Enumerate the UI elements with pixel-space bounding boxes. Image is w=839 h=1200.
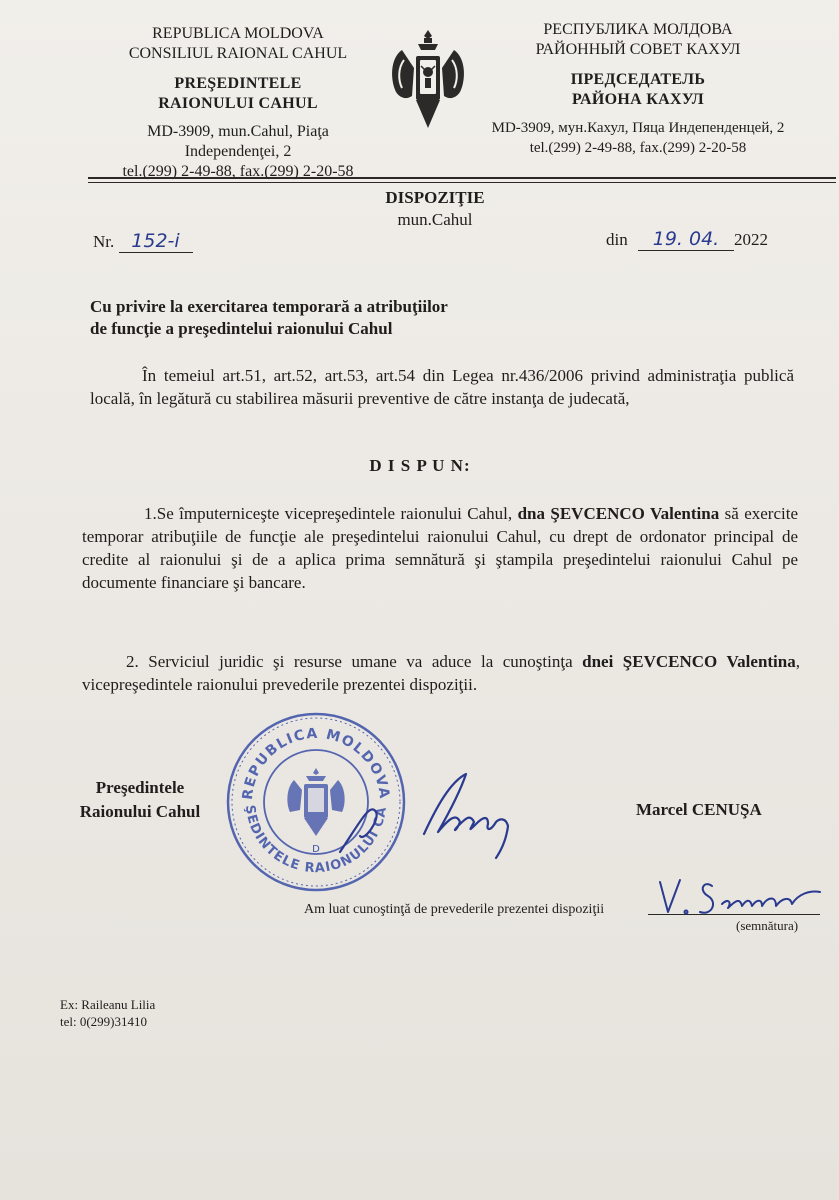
document-date xyxy=(606,228,768,251)
signatory-role-line2: Raionului Cahul xyxy=(79,802,201,821)
item-1-name: dna ŞEVCENCO Valentina xyxy=(517,504,720,523)
header-left-country: REPUBLICA MOLDOVA xyxy=(152,25,324,42)
document-place: mun.Cahul xyxy=(397,210,473,229)
subject xyxy=(90,296,690,340)
item-2-name: dnei ŞEVCENCO Valentina xyxy=(582,652,796,671)
header-left-address2: Independenţei, 2 xyxy=(184,143,292,160)
signatory-name: Marcel CENUŞA xyxy=(636,800,762,819)
header-right-country: РЕСПУБЛИКА МОЛДОВА xyxy=(543,21,733,38)
acknowledgement-text: Am luat cunoştinţă de prevederile prezentei dispoziţii xyxy=(304,902,605,917)
header-left-phone: tel.(299) 2-49-88, fax.(299) 2-20-58 xyxy=(122,163,354,180)
header-right-council: РАЙОННЫЙ СОВЕТ КАХУЛ xyxy=(535,41,741,58)
executor-phone: tel: 0(299)31410 xyxy=(60,1014,148,1029)
item-2 xyxy=(82,650,800,696)
signatory-role-line1: Preşedintele xyxy=(95,778,185,797)
handwritten-signature-icon xyxy=(320,762,530,862)
header-right-address: MD-3909, мун.Кахул, Пяца Индепенденцей, 2 xyxy=(491,120,785,136)
signatory-role xyxy=(60,776,220,824)
header-right-title2: РАЙОНА КАХУЛ xyxy=(571,91,705,108)
header-right-title1: ПРЕДСЕДАТЕЛЬ xyxy=(570,71,706,88)
item-1-text-a: 1.Se împuterniceşte vicepreşedintele raionului Cahul, xyxy=(144,504,518,523)
preamble: În temeiul art.51, art.52, art.53, art.54 din Legea nr.436/2006 privind administraţia publică locală, în legătură cu stabilirea măsurii preventive de către instanţa de judecată, xyxy=(90,366,794,408)
header-right-phone: tel.(299) 2-49-88, fax.(299) 2-20-58 xyxy=(529,140,747,156)
executor-name: Ex: Raileanu Lilia xyxy=(60,997,156,1012)
header-left-council: CONSILIUL RAIONAL CAHUL xyxy=(128,45,348,62)
subject-line1: Cu privire la exercitarea temporară a atribuţiilor xyxy=(90,297,448,316)
number-value: 152-i xyxy=(119,230,193,253)
stamp-mark: D xyxy=(312,844,320,855)
acknowledgement-caption: (semnătura) xyxy=(736,918,799,933)
date-year: 2022 xyxy=(733,230,768,249)
subject-line2: de funcţie a preşedintelui raionului Cahul xyxy=(90,319,393,338)
item-2-text-c: , vicepreşedintele raionului prevederile prezentei dispoziţii. xyxy=(82,652,800,694)
header-left-title2: RAIONULUI CAHUL xyxy=(158,95,318,112)
document-type: DISPOZIŢIE xyxy=(385,188,485,207)
dispun-heading: D I S P U N: xyxy=(369,456,471,475)
item-1 xyxy=(82,502,798,594)
header-left-title1: PREŞEDINTELE xyxy=(174,75,302,92)
date-value: 19. 04. xyxy=(638,228,734,251)
document-number xyxy=(93,230,193,253)
header-left-address1: MD-3909, mun.Cahul, Piaţa xyxy=(147,123,329,140)
header-divider-thin xyxy=(88,182,836,183)
item-1-text-c: să exercite temporar atribuţiile de funcţie ale preşedintelui raionului Cahul, cu drept de ordonator principal de credite al raionului şi de a aplica prima semnătură şi ştampila preşedintelui raionului Cahul pe documente financiare şi bancare. xyxy=(82,504,799,592)
stamp-bottom-text: ŞEDINTELE RAIONULUI CA xyxy=(241,804,391,877)
executor-block xyxy=(60,996,155,1030)
number-label: Nr. xyxy=(93,232,115,251)
date-label: din xyxy=(606,230,628,249)
stamp-top-text: REPUBLICA MOLDOVA xyxy=(239,725,393,801)
coat-of-arms-icon xyxy=(388,28,468,136)
header-divider xyxy=(88,177,836,179)
acknowledgement-signature-icon xyxy=(650,872,830,922)
header-right xyxy=(478,20,798,158)
item-2-text-a: 2. Serviciul juridic şi resurse umane va aduce la cunoştinţa xyxy=(126,652,583,671)
header-left xyxy=(88,24,388,182)
